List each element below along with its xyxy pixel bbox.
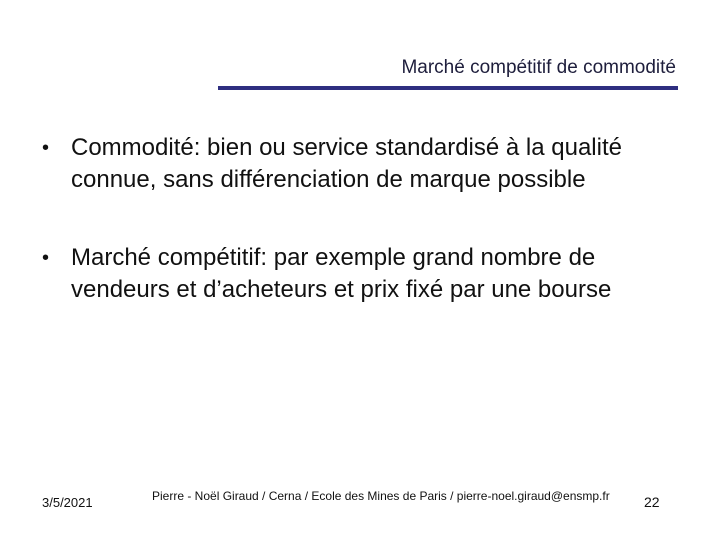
bullet-item xyxy=(40,132,680,196)
bullet-list xyxy=(40,132,680,306)
footer-author: Pierre - Noël Giraud / Cerna / Ecole des Mines de Paris / pierre-noel.giraud@ensmp.fr xyxy=(152,489,610,503)
page-number: 22 xyxy=(644,494,660,510)
title-underline xyxy=(218,86,678,90)
bullet-text: Marché compétitif: par exemple grand nombre de vendeurs et d’acheteurs et prix fixé par une bourse xyxy=(71,244,612,303)
footer-date: 3/5/2021 xyxy=(42,495,93,510)
bullet-text: Commodité: bien ou service standardisé à la qualité connue, sans différenciation de marque possible xyxy=(71,134,622,193)
bullet-item xyxy=(40,242,680,306)
bullet-dot-icon: • xyxy=(42,137,50,159)
bullet-dot-icon: • xyxy=(42,247,50,269)
slide-title: Marché compétitif de commodité xyxy=(401,57,676,78)
